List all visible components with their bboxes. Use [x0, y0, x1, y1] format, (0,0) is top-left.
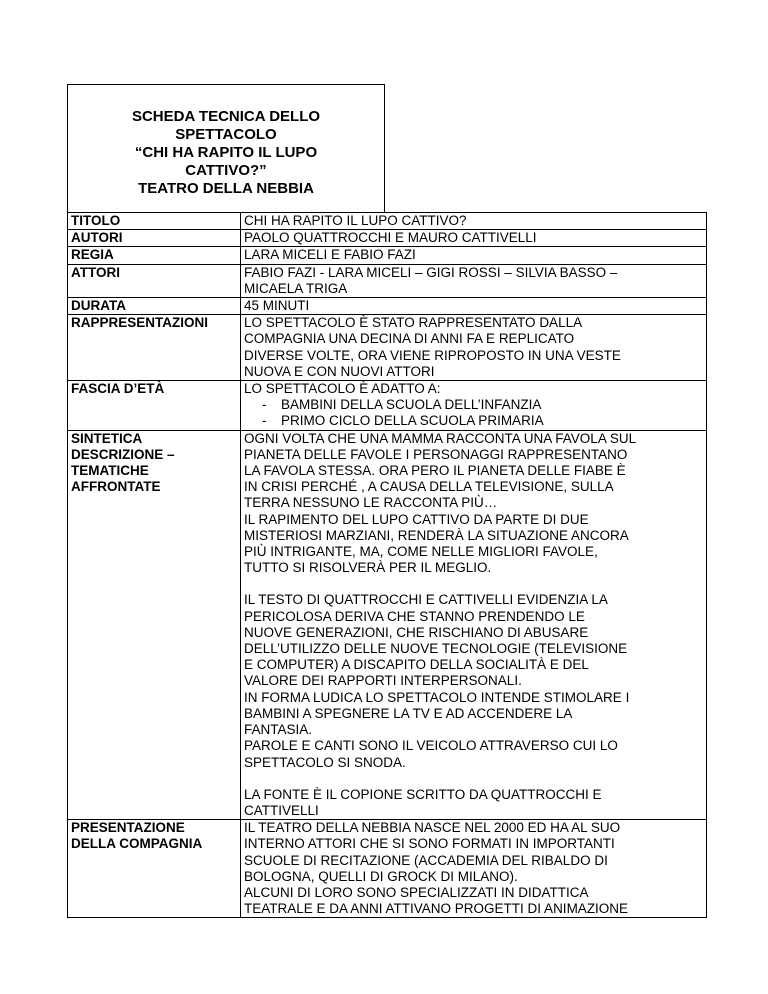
title-line: SCHEDA TECNICA DELLO [131, 108, 321, 125]
list-item-text: BAMBINI DELLA SCUOLA DELL’INFANZIA [281, 397, 542, 413]
value-line: IL RAPIMENTO DEL LUPO CATTIVO DA PARTE DI DUE [244, 511, 589, 527]
label-line: AFFRONTATE [71, 479, 161, 495]
row-label: DURATA [68, 298, 241, 315]
table-row-autori [68, 230, 707, 247]
table-row-attori [68, 264, 707, 297]
value-line: IN CRISI PERCHÉ , A CAUSA DELLA TELEVISIONE, SULLA [244, 479, 614, 495]
list-bullet: - [262, 413, 267, 429]
value-line: MICAELA TRIGA [244, 280, 348, 296]
row-value [241, 381, 707, 431]
table-row-presentazione [68, 820, 707, 918]
value-line: TERRA NESSUNO LE RACCONTA PIÙ… [244, 495, 498, 511]
title-line: TEATRO DELLA NEBBIA [138, 180, 314, 197]
label-line: PRESENTAZIONE [71, 820, 185, 836]
label-line: DELLA COMPAGNIA [71, 836, 203, 852]
value-line: LO SPETTACOLO È ADATTO A: [244, 381, 441, 397]
value-line: FABIO FAZI - LARA MICELI – GIGI ROSSI – SILVIA BASSO – [244, 264, 618, 280]
value-line: DELL’UTILIZZO DELLE NUOVE TECNOLOGIE (TELEVISIONE [244, 641, 628, 657]
value-line: NUOVA E CON NUOVI ATTORI [244, 363, 435, 379]
value-line: E COMPUTER) A DISCAPITO DELLA SOCIALITÀ E DEL [244, 657, 589, 673]
value-line: ALCUNI DI LORO SONO SPECIALIZZATI IN DIDATTICA [244, 884, 589, 900]
row-label [68, 820, 241, 918]
value-line: FANTASIA. [244, 722, 313, 738]
value-line: INTERNO ATTORI CHE SI SONO FORMATI IN IMPORTANTI [244, 836, 615, 852]
row-value [241, 315, 707, 381]
value-line: MISTERIOSI MARZIANI, RENDERÀ LA SITUAZIONE ANCORA [244, 527, 629, 543]
row-value [241, 430, 707, 819]
technical-sheet-table [67, 212, 707, 918]
list-item-text: PRIMO CICLO DELLA SCUOLA PRIMARIA [281, 413, 544, 429]
row-label: AUTORI [68, 230, 241, 247]
value-line: LA FONTE È IL COPIONE SCRITTO DA QUATTROCCHI E [244, 786, 602, 802]
row-label: ATTORI [68, 264, 241, 297]
row-value [241, 820, 707, 918]
value-line: TUTTO SI RISOLVERÀ PER IL MEGLIO. [244, 560, 492, 576]
label-line: DESCRIZIONE – [71, 446, 175, 462]
row-value: CHI HA RAPITO IL LUPO CATTIVO? [241, 213, 707, 230]
value-line: SCUOLE DI RECITAZIONE (ACCADEMIA DEL RIBALDO DI [244, 852, 608, 868]
table-row-sintetica [68, 430, 707, 819]
row-label: FASCIA D’ETÀ [68, 381, 241, 431]
value-line: NUOVE GENERAZIONI, CHE RISCHIANO DI ABUSARE [244, 624, 589, 640]
value-line: PAROLE E CANTI SONO IL VEICOLO ATTRAVERSO CUI LO [244, 738, 618, 754]
row-label: TITOLO [68, 213, 241, 230]
paragraph-gap [244, 576, 703, 592]
label-line: SINTETICA [71, 430, 143, 446]
value-line: LA FAVOLA STESSA. ORA PERO IL PIANETA DELLE FIABE È [244, 463, 626, 479]
paragraph-gap [244, 771, 703, 787]
row-value: PAOLO QUATTROCCHI E MAURO CATTIVELLI [241, 230, 707, 247]
table-row-rappresentazioni [68, 315, 707, 381]
document-title-box [67, 84, 385, 212]
value-line: LO SPETTACOLO È STATO RAPPRESENTATO DALLA [244, 315, 583, 331]
list-bullet: - [262, 397, 267, 413]
table-row-fascia-eta [68, 381, 707, 431]
row-label: RAPPRESENTAZIONI [68, 315, 241, 381]
row-value: 45 MINUTI [241, 298, 707, 315]
table-row-titolo [68, 213, 707, 230]
value-line: IL TEATRO DELLA NEBBIA NASCE NEL 2000 ED HA AL SUO [244, 820, 621, 836]
list-item [244, 413, 703, 429]
value-line: DIVERSE VOLTE, ORA VIENE RIPROPOSTO IN UNA VESTE [244, 347, 621, 363]
title-line: SPETTACOLO [175, 126, 277, 143]
value-line: OGNI VOLTA CHE UNA MAMMA RACCONTA UNA FAVOLA SUL [244, 430, 637, 446]
title-line: “CHI HA RAPITO IL LUPO [134, 144, 318, 161]
row-value [241, 264, 707, 297]
value-line: TEATRALE E DA ANNI ATTIVANO PROGETTI DI ANIMAZIONE [244, 901, 629, 917]
value-line: COMPAGNIA UNA DECINA DI ANNI FA E REPLICATO [244, 331, 575, 347]
value-line: SPETTACOLO SI SNODA. [244, 754, 406, 770]
value-line: CATTIVELLI [244, 802, 319, 818]
row-label: REGIA [68, 247, 241, 264]
value-line: PIÙ INTRIGANTE, MA, COME NELLE MIGLIORI FAVOLE, [244, 544, 598, 560]
value-line: BAMBINI A SPEGNERE LA TV E AD ACCENDERE LA [244, 705, 573, 721]
row-value: LARA MICELI E FABIO FAZI [241, 247, 707, 264]
title-line: CATTIVO?” [185, 162, 267, 179]
value-line: PIANETA DELLE FAVOLE I PERSONAGGI RAPPRESENTANO [244, 446, 628, 462]
table-row-regia [68, 247, 707, 264]
value-line: VALORE DEI RAPPORTI INTERPERSONALI. [244, 673, 522, 689]
label-line: TEMATICHE [71, 463, 149, 479]
list-item [244, 397, 703, 413]
value-line: BOLOGNA, QUELLI DI GROCK DI MILANO). [244, 868, 518, 884]
row-label [68, 430, 241, 819]
value-line: IN FORMA LUDICA LO SPETTACOLO INTENDE STIMOLARE I [244, 689, 630, 705]
value-line: IL TESTO DI QUATTROCCHI E CATTIVELLI EVIDENZIA LA [244, 592, 608, 608]
value-line: PERICOLOSA DERIVA CHE STANNO PRENDENDO LE [244, 608, 585, 624]
table-row-durata [68, 298, 707, 315]
